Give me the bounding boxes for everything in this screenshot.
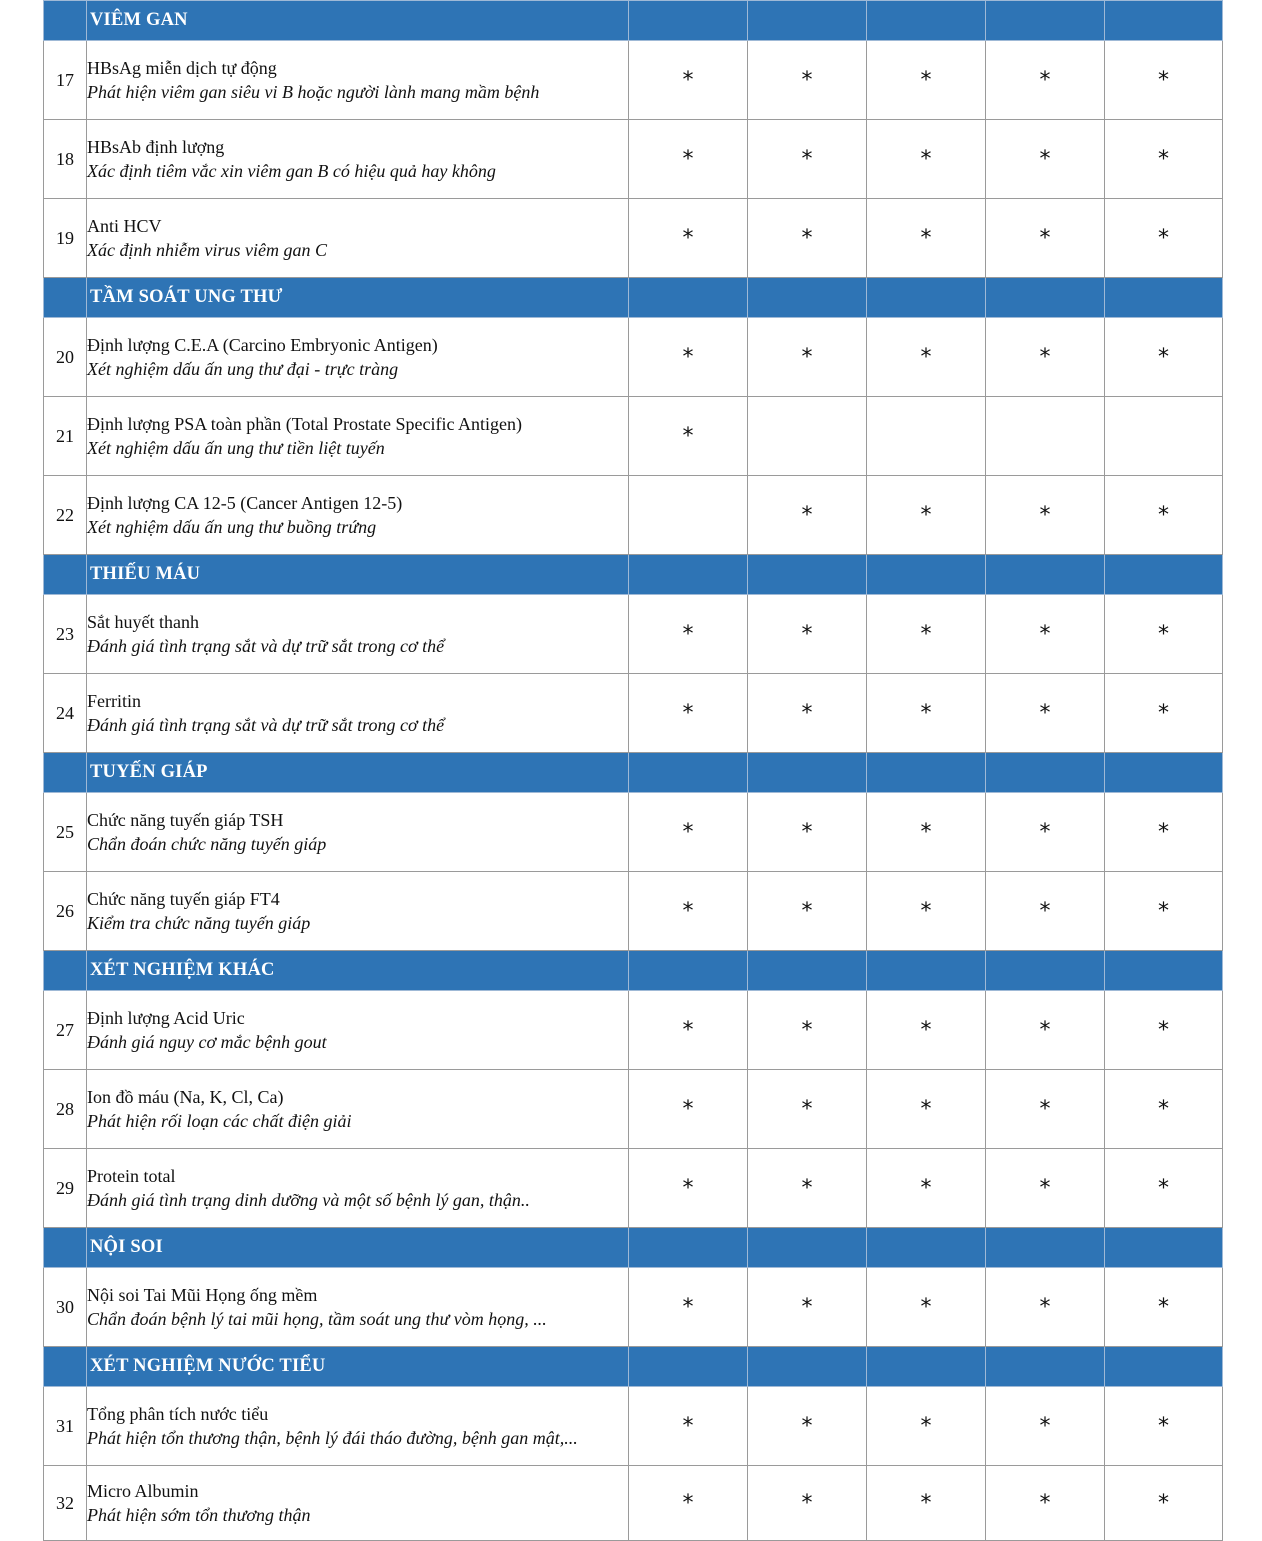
section-package-cell [629, 1228, 748, 1268]
item-note: Phát hiện rối loạn các chất điện giải [87, 1111, 352, 1131]
package-inclusion-mark: * [1105, 872, 1223, 951]
package-inclusion-mark: * [1105, 1466, 1223, 1541]
package-inclusion-mark: * [748, 1268, 867, 1347]
item-description-cell [87, 41, 629, 120]
package-inclusion-mark: * [986, 476, 1105, 555]
item-note: Đánh giá nguy cơ mắc bệnh gout [87, 1032, 327, 1052]
item-number: 24 [44, 674, 87, 753]
table-row [44, 120, 1223, 199]
section-package-cell [629, 753, 748, 793]
package-inclusion-mark: * [748, 1466, 867, 1541]
section-header-row [44, 1347, 1223, 1387]
package-inclusion-mark: * [986, 199, 1105, 278]
package-inclusion-mark [986, 397, 1105, 476]
package-inclusion-mark: * [629, 872, 748, 951]
table-row [44, 1387, 1223, 1466]
item-note: Phát hiện viêm gan siêu vi B hoặc người lành mang mầm bệnh [87, 82, 540, 102]
section-number-cell [44, 753, 87, 793]
package-inclusion-mark [748, 397, 867, 476]
section-number-cell [44, 555, 87, 595]
package-inclusion-mark: * [986, 674, 1105, 753]
item-description-cell [87, 872, 629, 951]
table-row [44, 595, 1223, 674]
package-inclusion-mark: * [1105, 318, 1223, 397]
item-note: Đánh giá tình trạng sắt và dự trữ sắt trong cơ thể [87, 715, 445, 735]
section-number-cell [44, 1347, 87, 1387]
section-package-cell [986, 278, 1105, 318]
package-inclusion-mark: * [867, 595, 986, 674]
package-inclusion-mark: * [1105, 41, 1223, 120]
package-inclusion-mark: * [629, 318, 748, 397]
section-header-row [44, 753, 1223, 793]
package-inclusion-mark: * [986, 793, 1105, 872]
package-inclusion-mark: * [986, 595, 1105, 674]
section-package-cell [867, 951, 986, 991]
item-number: 20 [44, 318, 87, 397]
section-package-cell [1105, 1347, 1223, 1387]
table-row [44, 476, 1223, 555]
package-inclusion-mark: * [867, 199, 986, 278]
package-inclusion-mark: * [867, 476, 986, 555]
section-package-cell [748, 1228, 867, 1268]
package-inclusion-mark: * [867, 872, 986, 951]
table-row [44, 318, 1223, 397]
table-row [44, 41, 1223, 120]
item-name: Định lượng PSA toàn phần (Total Prostate Specific Antigen) [87, 414, 522, 434]
item-description-cell [87, 120, 629, 199]
package-inclusion-mark: * [1105, 1268, 1223, 1347]
item-note: Đánh giá tình trạng sắt và dự trữ sắt trong cơ thể [87, 636, 445, 656]
item-name: Nội soi Tai Mũi Họng ống mềm [87, 1285, 318, 1305]
item-number: 28 [44, 1070, 87, 1149]
item-note: Kiểm tra chức năng tuyến giáp [87, 913, 311, 933]
package-inclusion-mark: * [748, 41, 867, 120]
package-inclusion-mark: * [748, 1149, 867, 1228]
package-inclusion-mark: * [867, 1070, 986, 1149]
section-number-cell [44, 951, 87, 991]
package-inclusion-mark: * [748, 674, 867, 753]
item-name: Định lượng CA 12-5 (Cancer Antigen 12-5) [87, 493, 403, 513]
item-note: Chẩn đoán bệnh lý tai mũi họng, tầm soát ung thư vòm họng, ... [87, 1309, 547, 1329]
item-number: 21 [44, 397, 87, 476]
package-inclusion-mark: * [986, 1149, 1105, 1228]
section-package-cell [986, 1228, 1105, 1268]
item-note: Chẩn đoán chức năng tuyến giáp [87, 834, 327, 854]
section-title: XÉT NGHIỆM NƯỚC TIỂU [87, 1347, 629, 1387]
package-inclusion-mark: * [867, 1466, 986, 1541]
item-number: 31 [44, 1387, 87, 1466]
package-inclusion-mark: * [629, 1149, 748, 1228]
table-row [44, 991, 1223, 1070]
package-inclusion-mark: * [748, 318, 867, 397]
section-package-cell [748, 1, 867, 41]
item-note: Đánh giá tình trạng dinh dưỡng và một số bệnh lý gan, thận.. [87, 1190, 530, 1210]
section-package-cell [1105, 555, 1223, 595]
section-title: TUYẾN GIÁP [87, 753, 629, 793]
section-package-cell [1105, 278, 1223, 318]
section-package-cell [867, 278, 986, 318]
package-inclusion-mark: * [748, 991, 867, 1070]
item-number: 26 [44, 872, 87, 951]
package-inclusion-mark [867, 397, 986, 476]
item-name: HBsAb định lượng [87, 137, 225, 157]
section-package-cell [629, 951, 748, 991]
package-inclusion-mark: * [1105, 1387, 1223, 1466]
item-name: Chức năng tuyến giáp TSH [87, 810, 284, 830]
package-inclusion-mark: * [867, 1268, 986, 1347]
section-title: NỘI SOI [87, 1228, 629, 1268]
section-package-cell [867, 1, 986, 41]
item-note: Xét nghiệm dấu ấn ung thư buồng trứng [87, 517, 377, 537]
package-inclusion-mark: * [629, 120, 748, 199]
package-inclusion-mark: * [986, 1387, 1105, 1466]
item-note: Xét nghiệm dấu ấn ung thư đại - trực tràng [87, 359, 399, 379]
package-inclusion-mark: * [867, 1149, 986, 1228]
section-package-cell [867, 753, 986, 793]
package-inclusion-mark: * [1105, 199, 1223, 278]
package-inclusion-mark: * [629, 1387, 748, 1466]
package-inclusion-mark [1105, 397, 1223, 476]
table-row [44, 1466, 1223, 1541]
package-inclusion-mark: * [867, 674, 986, 753]
section-package-cell [1105, 951, 1223, 991]
section-package-cell [986, 555, 1105, 595]
section-number-cell [44, 1228, 87, 1268]
table-row [44, 793, 1223, 872]
section-number-cell [44, 278, 87, 318]
section-package-cell [1105, 1228, 1223, 1268]
item-name: Tổng phân tích nước tiểu [87, 1404, 269, 1424]
item-description-cell [87, 1466, 629, 1541]
package-inclusion-mark: * [629, 41, 748, 120]
section-title: THIẾU MÁU [87, 555, 629, 595]
package-inclusion-mark: * [629, 199, 748, 278]
package-inclusion-mark: * [748, 1387, 867, 1466]
section-package-cell [986, 1347, 1105, 1387]
section-package-cell [748, 951, 867, 991]
item-number: 18 [44, 120, 87, 199]
item-description-cell [87, 1070, 629, 1149]
table-body [44, 1, 1223, 1541]
package-inclusion-mark: * [986, 41, 1105, 120]
item-number: 27 [44, 991, 87, 1070]
item-description-cell [87, 397, 629, 476]
package-inclusion-mark: * [986, 1268, 1105, 1347]
package-inclusion-mark: * [748, 120, 867, 199]
item-name: Ferritin [87, 691, 141, 711]
section-package-cell [748, 278, 867, 318]
package-inclusion-mark: * [748, 1070, 867, 1149]
section-package-cell [748, 753, 867, 793]
package-inclusion-mark: * [629, 793, 748, 872]
item-name: Micro Albumin [87, 1481, 199, 1501]
item-number: 23 [44, 595, 87, 674]
item-number: 19 [44, 199, 87, 278]
item-description-cell [87, 318, 629, 397]
section-header-row [44, 1, 1223, 41]
item-description-cell [87, 1149, 629, 1228]
package-inclusion-mark: * [867, 1387, 986, 1466]
package-inclusion-mark: * [867, 991, 986, 1070]
section-package-cell [867, 1228, 986, 1268]
section-package-cell [986, 753, 1105, 793]
package-inclusion-mark: * [867, 793, 986, 872]
section-package-cell [867, 1347, 986, 1387]
section-package-cell [629, 1, 748, 41]
table-row [44, 199, 1223, 278]
item-number: 30 [44, 1268, 87, 1347]
package-inclusion-mark: * [1105, 991, 1223, 1070]
section-number-cell [44, 1, 87, 41]
item-name: Ion đồ máu (Na, K, Cl, Ca) [87, 1087, 284, 1107]
item-number: 17 [44, 41, 87, 120]
item-note: Xác định tiêm vắc xin viêm gan B có hiệu quả hay không [87, 161, 496, 181]
section-title: VIÊM GAN [87, 1, 629, 41]
package-inclusion-mark: * [629, 397, 748, 476]
item-name: Sắt huyết thanh [87, 612, 199, 632]
section-package-cell [1105, 753, 1223, 793]
table-row [44, 1268, 1223, 1347]
table-row [44, 1070, 1223, 1149]
item-name: Anti HCV [87, 216, 162, 236]
item-number: 32 [44, 1466, 87, 1541]
section-header-row [44, 278, 1223, 318]
item-number: 25 [44, 793, 87, 872]
item-description-cell [87, 1268, 629, 1347]
package-inclusion-mark: * [986, 1466, 1105, 1541]
section-package-cell [986, 1, 1105, 41]
item-number: 29 [44, 1149, 87, 1228]
table-row [44, 1149, 1223, 1228]
package-inclusion-mark: * [629, 1070, 748, 1149]
package-inclusion-mark: * [748, 476, 867, 555]
package-inclusion-mark: * [748, 595, 867, 674]
section-package-cell [748, 555, 867, 595]
package-inclusion-mark: * [629, 991, 748, 1070]
package-inclusion-mark: * [1105, 1149, 1223, 1228]
package-inclusion-mark: * [748, 793, 867, 872]
package-inclusion-mark: * [1105, 120, 1223, 199]
item-description-cell [87, 991, 629, 1070]
item-description-cell [87, 199, 629, 278]
item-note: Xác định nhiễm virus viêm gan C [87, 240, 327, 260]
item-name: HBsAg miễn dịch tự động [87, 58, 277, 78]
section-package-cell [629, 555, 748, 595]
package-inclusion-mark: * [629, 674, 748, 753]
item-name: Định lượng Acid Uric [87, 1008, 245, 1028]
item-name: Định lượng C.E.A (Carcino Embryonic Antigen) [87, 335, 438, 355]
item-name: Chức năng tuyến giáp FT4 [87, 889, 280, 909]
package-inclusion-mark: * [986, 1070, 1105, 1149]
section-package-cell [748, 1347, 867, 1387]
package-inclusion-mark: * [1105, 793, 1223, 872]
package-inclusion-mark: * [629, 1466, 748, 1541]
package-inclusion-mark: * [986, 872, 1105, 951]
item-note: Phát hiện sớm tổn thương thận [87, 1505, 311, 1525]
section-title: XÉT NGHIỆM KHÁC [87, 951, 629, 991]
package-inclusion-mark: * [629, 1268, 748, 1347]
section-header-row [44, 951, 1223, 991]
package-inclusion-mark: * [986, 318, 1105, 397]
section-package-cell [629, 278, 748, 318]
package-inclusion-mark: * [867, 120, 986, 199]
section-title: TẦM SOÁT UNG THƯ [87, 278, 629, 318]
item-description-cell [87, 476, 629, 555]
package-inclusion-mark: * [867, 41, 986, 120]
package-comparison-table [43, 0, 1223, 1541]
section-package-cell [867, 555, 986, 595]
item-note: Phát hiện tổn thương thận, bệnh lý đái tháo đường, bệnh gan mật,... [87, 1428, 578, 1448]
package-inclusion-mark: * [1105, 476, 1223, 555]
package-inclusion-mark: * [1105, 595, 1223, 674]
package-inclusion-mark [629, 476, 748, 555]
package-inclusion-mark: * [867, 318, 986, 397]
package-inclusion-mark: * [986, 991, 1105, 1070]
package-inclusion-mark: * [748, 199, 867, 278]
package-inclusion-mark: * [986, 120, 1105, 199]
item-description-cell [87, 595, 629, 674]
section-package-cell [986, 951, 1105, 991]
section-header-row [44, 555, 1223, 595]
package-inclusion-mark: * [629, 595, 748, 674]
package-inclusion-mark: * [1105, 1070, 1223, 1149]
table-row [44, 397, 1223, 476]
package-inclusion-mark: * [748, 872, 867, 951]
table-row [44, 872, 1223, 951]
section-header-row [44, 1228, 1223, 1268]
item-note: Xét nghiệm dấu ấn ung thư tiền liệt tuyến [87, 438, 385, 458]
item-description-cell [87, 1387, 629, 1466]
item-name: Protein total [87, 1166, 176, 1186]
section-package-cell [629, 1347, 748, 1387]
section-package-cell [1105, 1, 1223, 41]
item-description-cell [87, 674, 629, 753]
table-row [44, 674, 1223, 753]
item-description-cell [87, 793, 629, 872]
item-number: 22 [44, 476, 87, 555]
package-inclusion-mark: * [1105, 674, 1223, 753]
